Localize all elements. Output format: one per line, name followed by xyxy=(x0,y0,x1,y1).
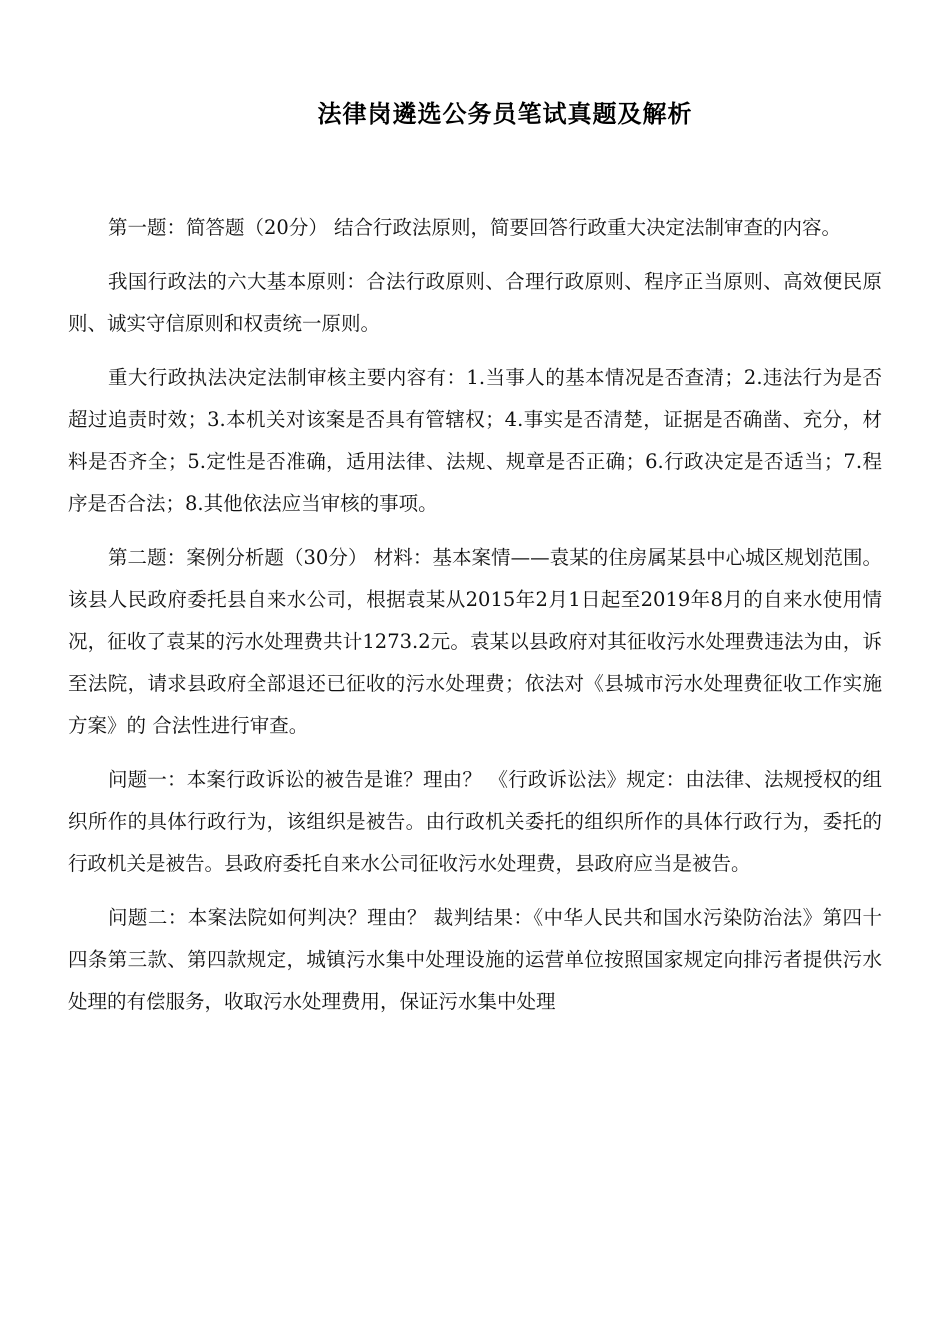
document-body xyxy=(68,207,882,1035)
paragraph-principles: 我国行政法的六大基本原则：合法行政原则、合理行政原则、程序正当原则、高效便民原则、诚实守信原则和权责统一原则。 xyxy=(68,270,882,335)
paragraph-question-2-2: 问题二：本案法院如何判决？理由？ 裁判结果：《中华人民共和国水污染防治法》第四十四条第三款、第四款规定，城镇污水集中处理设施的运营单位按照国家规定向排污者提供污水处理的有偿服务，收取污水处理费用，保证污水集中处理 xyxy=(68,906,882,1013)
paragraph-question-2-case: 第二题：案例分析题（30分） 材料：基本案情——袁某的住房属某县中心城区规划范围。该县人民政府委托县自来水公司，根据袁某从2015年2月1日起至2019年8月的自来水使用情况，征收了袁某的污水处理费共计1273.2元。袁某以县政府对其征收污水处理费违法为由，诉至法院，请求县政府全部退还已征收的污水处理费；依法对《县城市污水处理费征收工作实施方案》的 合法性进行审查。 xyxy=(68,546,882,737)
document-title: 法律岗遴选公务员笔试真题及解析 xyxy=(317,100,693,128)
paragraph-review-content: 重大行政执法决定法制审核主要内容有：1.当事人的基本情况是否查清；2.违法行为是否超过追责时效；3.本机关对该案是否具有管辖权；4.事实是否清楚，证据是否确凿、充分，材料是否齐全；5.定性是否准确，适用法律、法规、规章是否正确；6.行政决定是否适当；7.程序是否合法；8.其他依法应当审核的事项。 xyxy=(68,366,882,515)
paragraph-question-1: 第一题：简答题（20分） 结合行政法原则，简要回答行政重大决定法制审查的内容。 xyxy=(108,216,842,239)
paragraph-question-2-1: 问题一：本案行政诉讼的被告是谁？理由？ 《行政诉讼法》规定：由法律、法规授权的组织所作的具体行政行为，该组织是被告。由行政机关委托的组织所作的具体行政行为，委托的行政机关是被告。县政府委托自来水公司征收污水处理费，县政府应当是被告。 xyxy=(68,768,882,875)
